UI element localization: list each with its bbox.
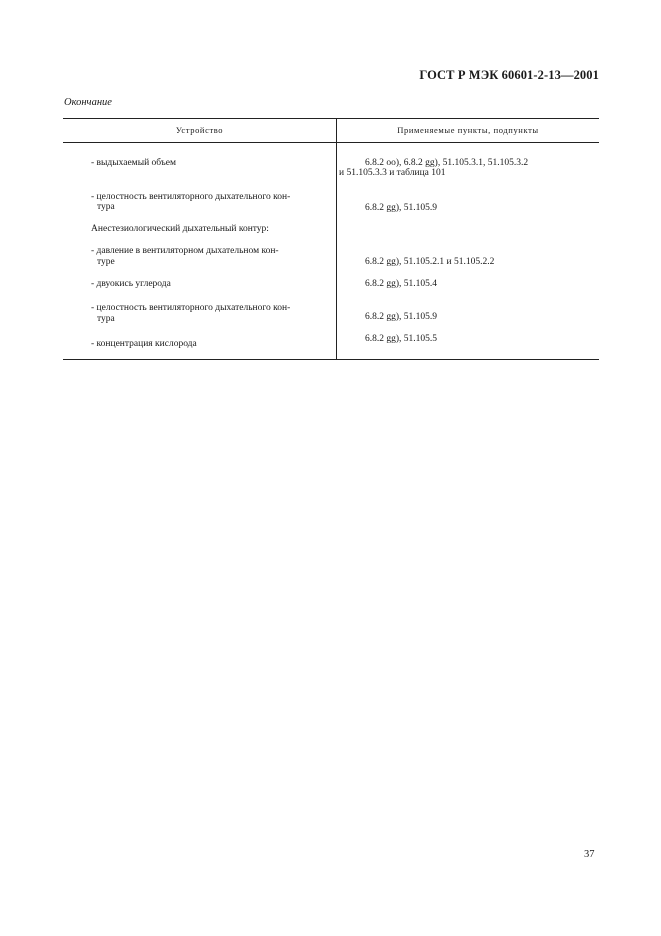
device-cell: - выдыхаемый объем	[91, 158, 177, 168]
device-cell: туре	[97, 257, 115, 267]
clauses-cell: 6.8.2 oo), 6.8.2 gg), 51.105.3.1, 51.105.3.2	[365, 158, 529, 168]
clauses-cell: 6.8.2 gg), 51.105.4	[365, 279, 438, 289]
continuation-label: Окончание	[64, 97, 112, 108]
device-cell: тура	[97, 314, 115, 324]
column-divider	[336, 119, 337, 359]
header-clauses: Применяемые пункты, подпункты	[397, 125, 539, 135]
document-code: ГОСТ Р МЭК 60601-2-13—2001	[419, 68, 599, 82]
device-cell: - двуокись углерода	[91, 279, 171, 289]
device-group-heading: Анестезиологический дыхательный контур:	[91, 224, 269, 234]
header-device: Устройство	[175, 125, 224, 135]
clauses-cell: 6.8.2 gg), 51.105.5	[365, 334, 438, 344]
clauses-cell: 6.8.2 gg), 51.105.9	[365, 312, 438, 322]
device-cell: - целостность вентиляторного дыхательного кон-	[91, 303, 291, 313]
clauses-table	[63, 118, 599, 360]
clauses-cell: 6.8.2 gg), 51.105.9	[365, 203, 438, 213]
page-number: 37	[584, 849, 595, 860]
clauses-cell: 6.8.2 gg), 51.105.2.1 и 51.105.2.2	[365, 257, 495, 267]
device-cell: - давление в вентиляторном дыхательном кон-	[91, 246, 279, 256]
table-header	[63, 119, 599, 143]
device-cell: - целостность вентиляторного дыхательного кон-	[91, 192, 291, 202]
device-cell: тура	[97, 202, 115, 212]
clauses-cell: и 51.105.3.3 и таблица 101	[339, 168, 446, 178]
device-cell: - концентрация кислорода	[91, 339, 197, 349]
